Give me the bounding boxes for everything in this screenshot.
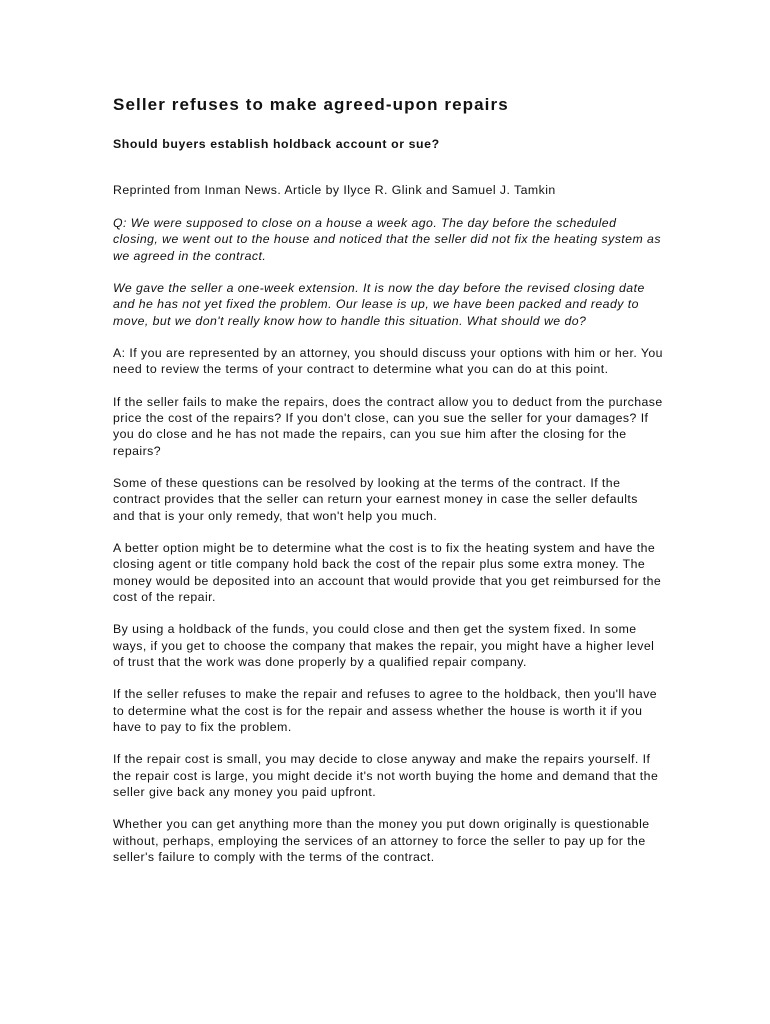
answer-paragraph-1: A: If you are represented by an attorney, you should discuss your options with him or her. You need to review the terms of your contract to determine what you can do at this point. — [113, 346, 663, 377]
article-byline: Reprinted from Inman News. Article by Ilyce R. Glink and Samuel J. Tamkin — [113, 183, 556, 197]
answer-paragraph-2: If the seller fails to make the repairs, does the contract allow you to deduct from the purchase price the cost of the repairs? If you don't close, can you sue the seller for your damages? If you do close and he has not made the repairs, can you sue him after the closing for the repairs? — [113, 395, 663, 458]
document-page — [113, 94, 663, 881]
answer-paragraph-8: Whether you can get anything more than the money you put down originally is questionable without, perhaps, employing the services of an attorney to force the seller to pay up for the seller's failure to comply with the terms of the contract. — [113, 817, 650, 864]
question-paragraph-1: Q: We were supposed to close on a house a week ago. The day before the scheduled closing, we went out to the house and noticed that the seller did not fix the heating system as we agreed in the contract. — [113, 216, 661, 263]
answer-paragraph-3: Some of these questions can be resolved by looking at the terms of the contract. If the contract provides that the seller can return your earnest money in case the seller defaults and that is your only remedy, that won't help you much. — [113, 476, 638, 523]
answer-paragraph-6: If the seller refuses to make the repair and refuses to agree to the holdback, then you'll have to determine what the cost is for the repair and assess whether the house is worth it if you have to pay to fix the problem. — [113, 687, 658, 734]
question-paragraph-2: We gave the seller a one-week extension. It is now the day before the revised closing date and he has not yet fixed the problem. Our lease is up, we have been packed and ready to move, but we don't really know how to handle this situation. What should we do? — [113, 281, 645, 328]
answer-paragraph-7: If the repair cost is small, you may decide to close anyway and make the repairs yourself. If the repair cost is large, you might decide it's not worth buying the home and demand that the seller give back any money you paid upfront. — [113, 752, 659, 799]
answer-paragraph-4: A better option might be to determine what the cost is to fix the heating system and have the closing agent or title company hold back the cost of the repair plus some extra money. The money would be deposited into an account that would provide that you get reimbursed for the cost of the repair. — [113, 541, 662, 604]
answer-paragraph-5: By using a holdback of the funds, you could close and then get the system fixed. In some ways, if you get to choose the company that makes the repair, you might have a higher level of trust that the work was done properly by a qualified repair company. — [113, 622, 655, 669]
article-subtitle: Should buyers establish holdback account or sue? — [113, 137, 440, 151]
article-title: Seller refuses to make agreed-upon repairs — [113, 95, 509, 114]
